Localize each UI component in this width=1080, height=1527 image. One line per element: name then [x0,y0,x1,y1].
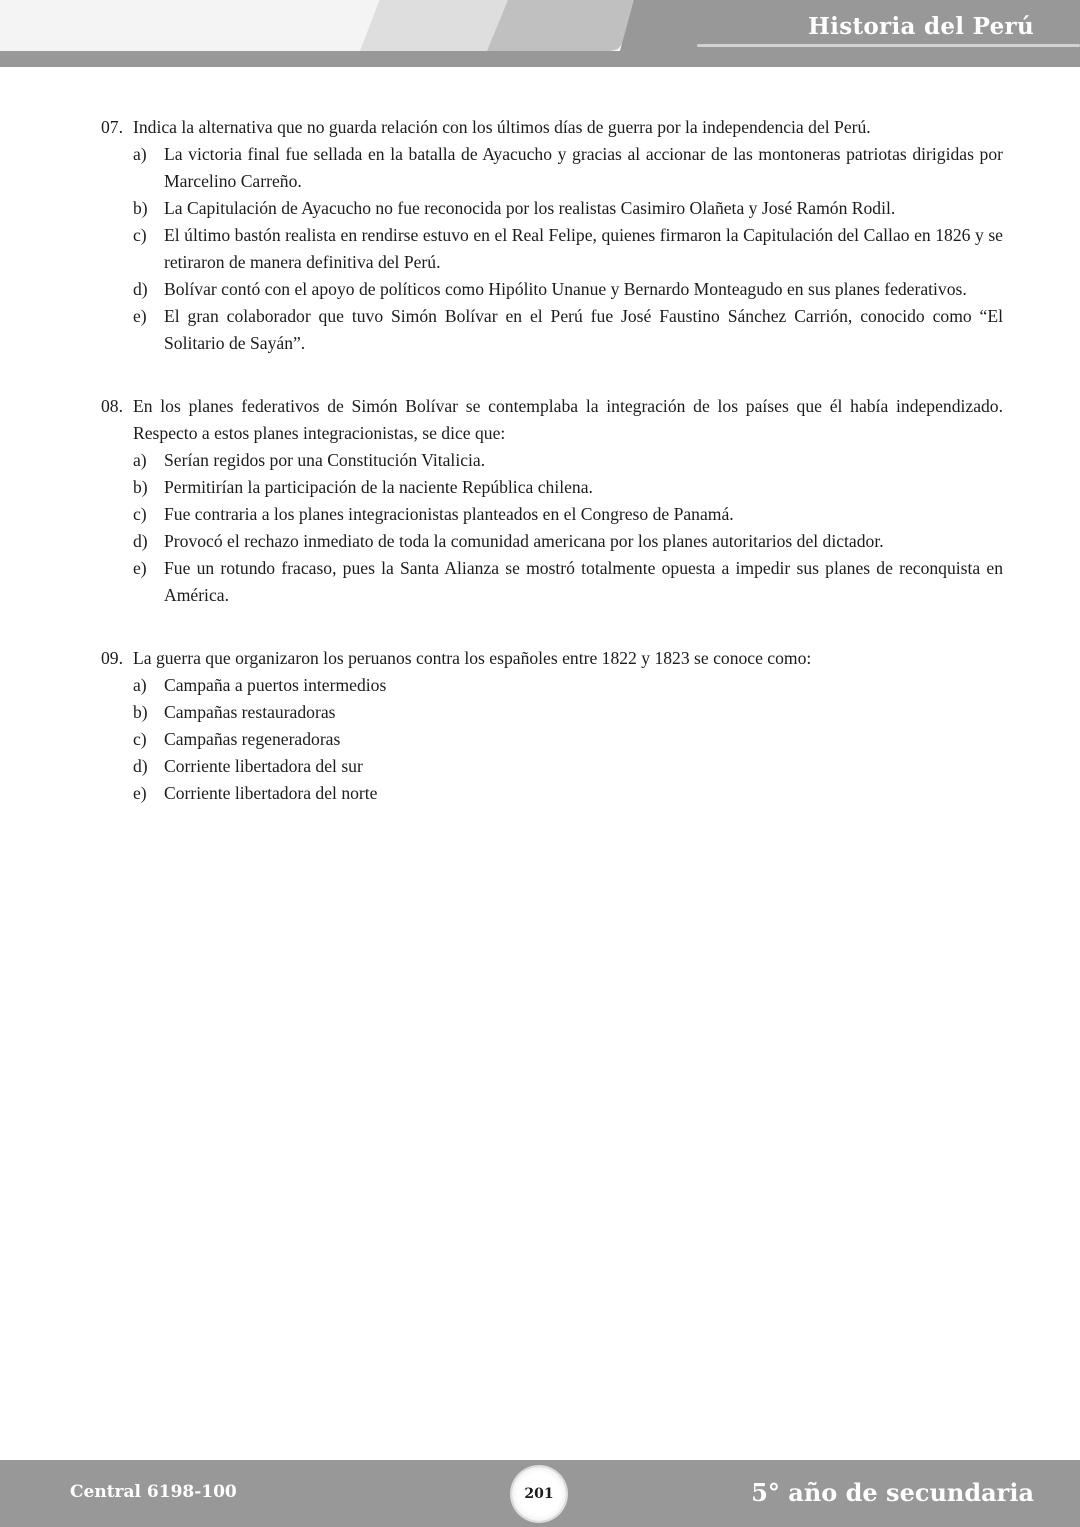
option-text: Corriente libertadora del norte [164,783,378,803]
option-c[interactable] [101,501,1003,528]
page-footer [0,1460,1080,1527]
option-text: La victoria final fue sellada en la batalla de Ayacucho y gracias al accionar de las montoneras patriotas dirigidas por Marcelino Carreño. [164,144,1003,191]
option-text: Fue un rotundo fracaso, pues la Santa Alianza se mostró totalmente opuesta a impedir sus planes de reconquista en América. [164,558,1003,605]
answer-options [101,672,1003,807]
option-b[interactable] [101,699,1003,726]
option-letter: c) [133,729,147,749]
option-text: Campañas regeneradoras [164,729,341,749]
central-phone: Central 6198-100 [70,1482,237,1502]
option-d[interactable] [101,528,1003,555]
option-text: Campañas restauradoras [164,702,336,722]
question-stem [101,114,1003,141]
page-number: 201 [524,1486,554,1502]
option-text: El gran colaborador que tuvo Simón Bolívar en el Perú fue José Faustino Sánchez Carrión, conocido como “El Solitario de Sayán”. [164,306,1003,353]
option-d[interactable] [101,753,1003,780]
option-letter: c) [133,504,147,524]
question-stem [101,393,1003,447]
page-header [0,0,1080,68]
option-letter: d) [133,279,148,299]
option-e[interactable] [101,780,1003,807]
option-text: El último bastón realista en rendirse estuvo en el Real Felipe, quienes firmaron la Capitulación del Callao en 1826 y se retiraron de manera definitiva del Perú. [164,225,1003,272]
option-b[interactable] [101,195,1003,222]
option-b[interactable] [101,474,1003,501]
option-letter: e) [133,783,147,803]
option-letter: c) [133,225,147,245]
option-c[interactable] [101,726,1003,753]
option-text: Campaña a puertos intermedios [164,675,387,695]
option-text: Serían regidos por una Constitución Vitalicia. [164,450,486,470]
option-a[interactable] [101,141,1003,195]
grade-label: 5° año de secundaria [751,1478,1034,1507]
option-letter: e) [133,306,147,326]
question-text: Indica la alternativa que no guarda relación con los últimos días de guerra por la independencia del Perú. [133,117,871,137]
header-slant-light-shape [360,0,510,51]
option-e[interactable] [101,555,1003,609]
option-e[interactable] [101,303,1003,357]
option-text: Fue contraria a los planes integracionistas planteados en el Congreso de Panamá. [164,504,734,524]
question-text: En los planes federativos de Simón Bolívar se contemplaba la integración de los países que él había independizado. Respecto a estos planes integracionistas, se dice que: [133,396,1003,443]
option-letter: b) [133,198,148,218]
title-underline [697,44,1080,47]
question-number: 07. [101,117,123,137]
section-title: Historia del Perú [808,13,1034,40]
option-letter: a) [133,450,147,470]
option-text: Corriente libertadora del sur [164,756,363,776]
question-stem [101,645,1003,672]
option-c[interactable] [101,222,1003,276]
question-08 [101,393,1003,609]
option-letter: b) [133,477,148,497]
answer-options [101,447,1003,609]
option-text: Provocó el rechazo inmediato de toda la comunidad americana por los planes autoritarios del dictador. [164,531,884,551]
option-text: Bolívar contó con el apoyo de políticos como Hipólito Unanue y Bernardo Monteagudo en sus planes federativos. [164,279,967,299]
answer-options [101,141,1003,357]
option-text: Permitirían la participación de la naciente República chilena. [164,477,593,497]
option-letter: b) [133,702,148,722]
question-number: 08. [101,396,123,416]
header-slant-dark-shape [487,0,637,51]
option-letter: d) [133,531,148,551]
option-letter: d) [133,756,148,776]
option-a[interactable] [101,447,1003,474]
question-text: La guerra que organizaron los peruanos contra los españoles entre 1822 y 1823 se conoce como: [133,648,812,668]
question-list [101,114,1003,843]
question-number: 09. [101,648,123,668]
option-letter: a) [133,144,147,164]
option-a[interactable] [101,672,1003,699]
page-number-badge [512,1467,566,1521]
option-letter: e) [133,558,147,578]
option-letter: a) [133,675,147,695]
option-text: La Capitulación de Ayacucho no fue reconocida por los realistas Casimiro Olañeta y José Ramón Rodil. [164,198,896,218]
option-d[interactable] [101,276,1003,303]
question-09 [101,645,1003,807]
question-07 [101,114,1003,357]
